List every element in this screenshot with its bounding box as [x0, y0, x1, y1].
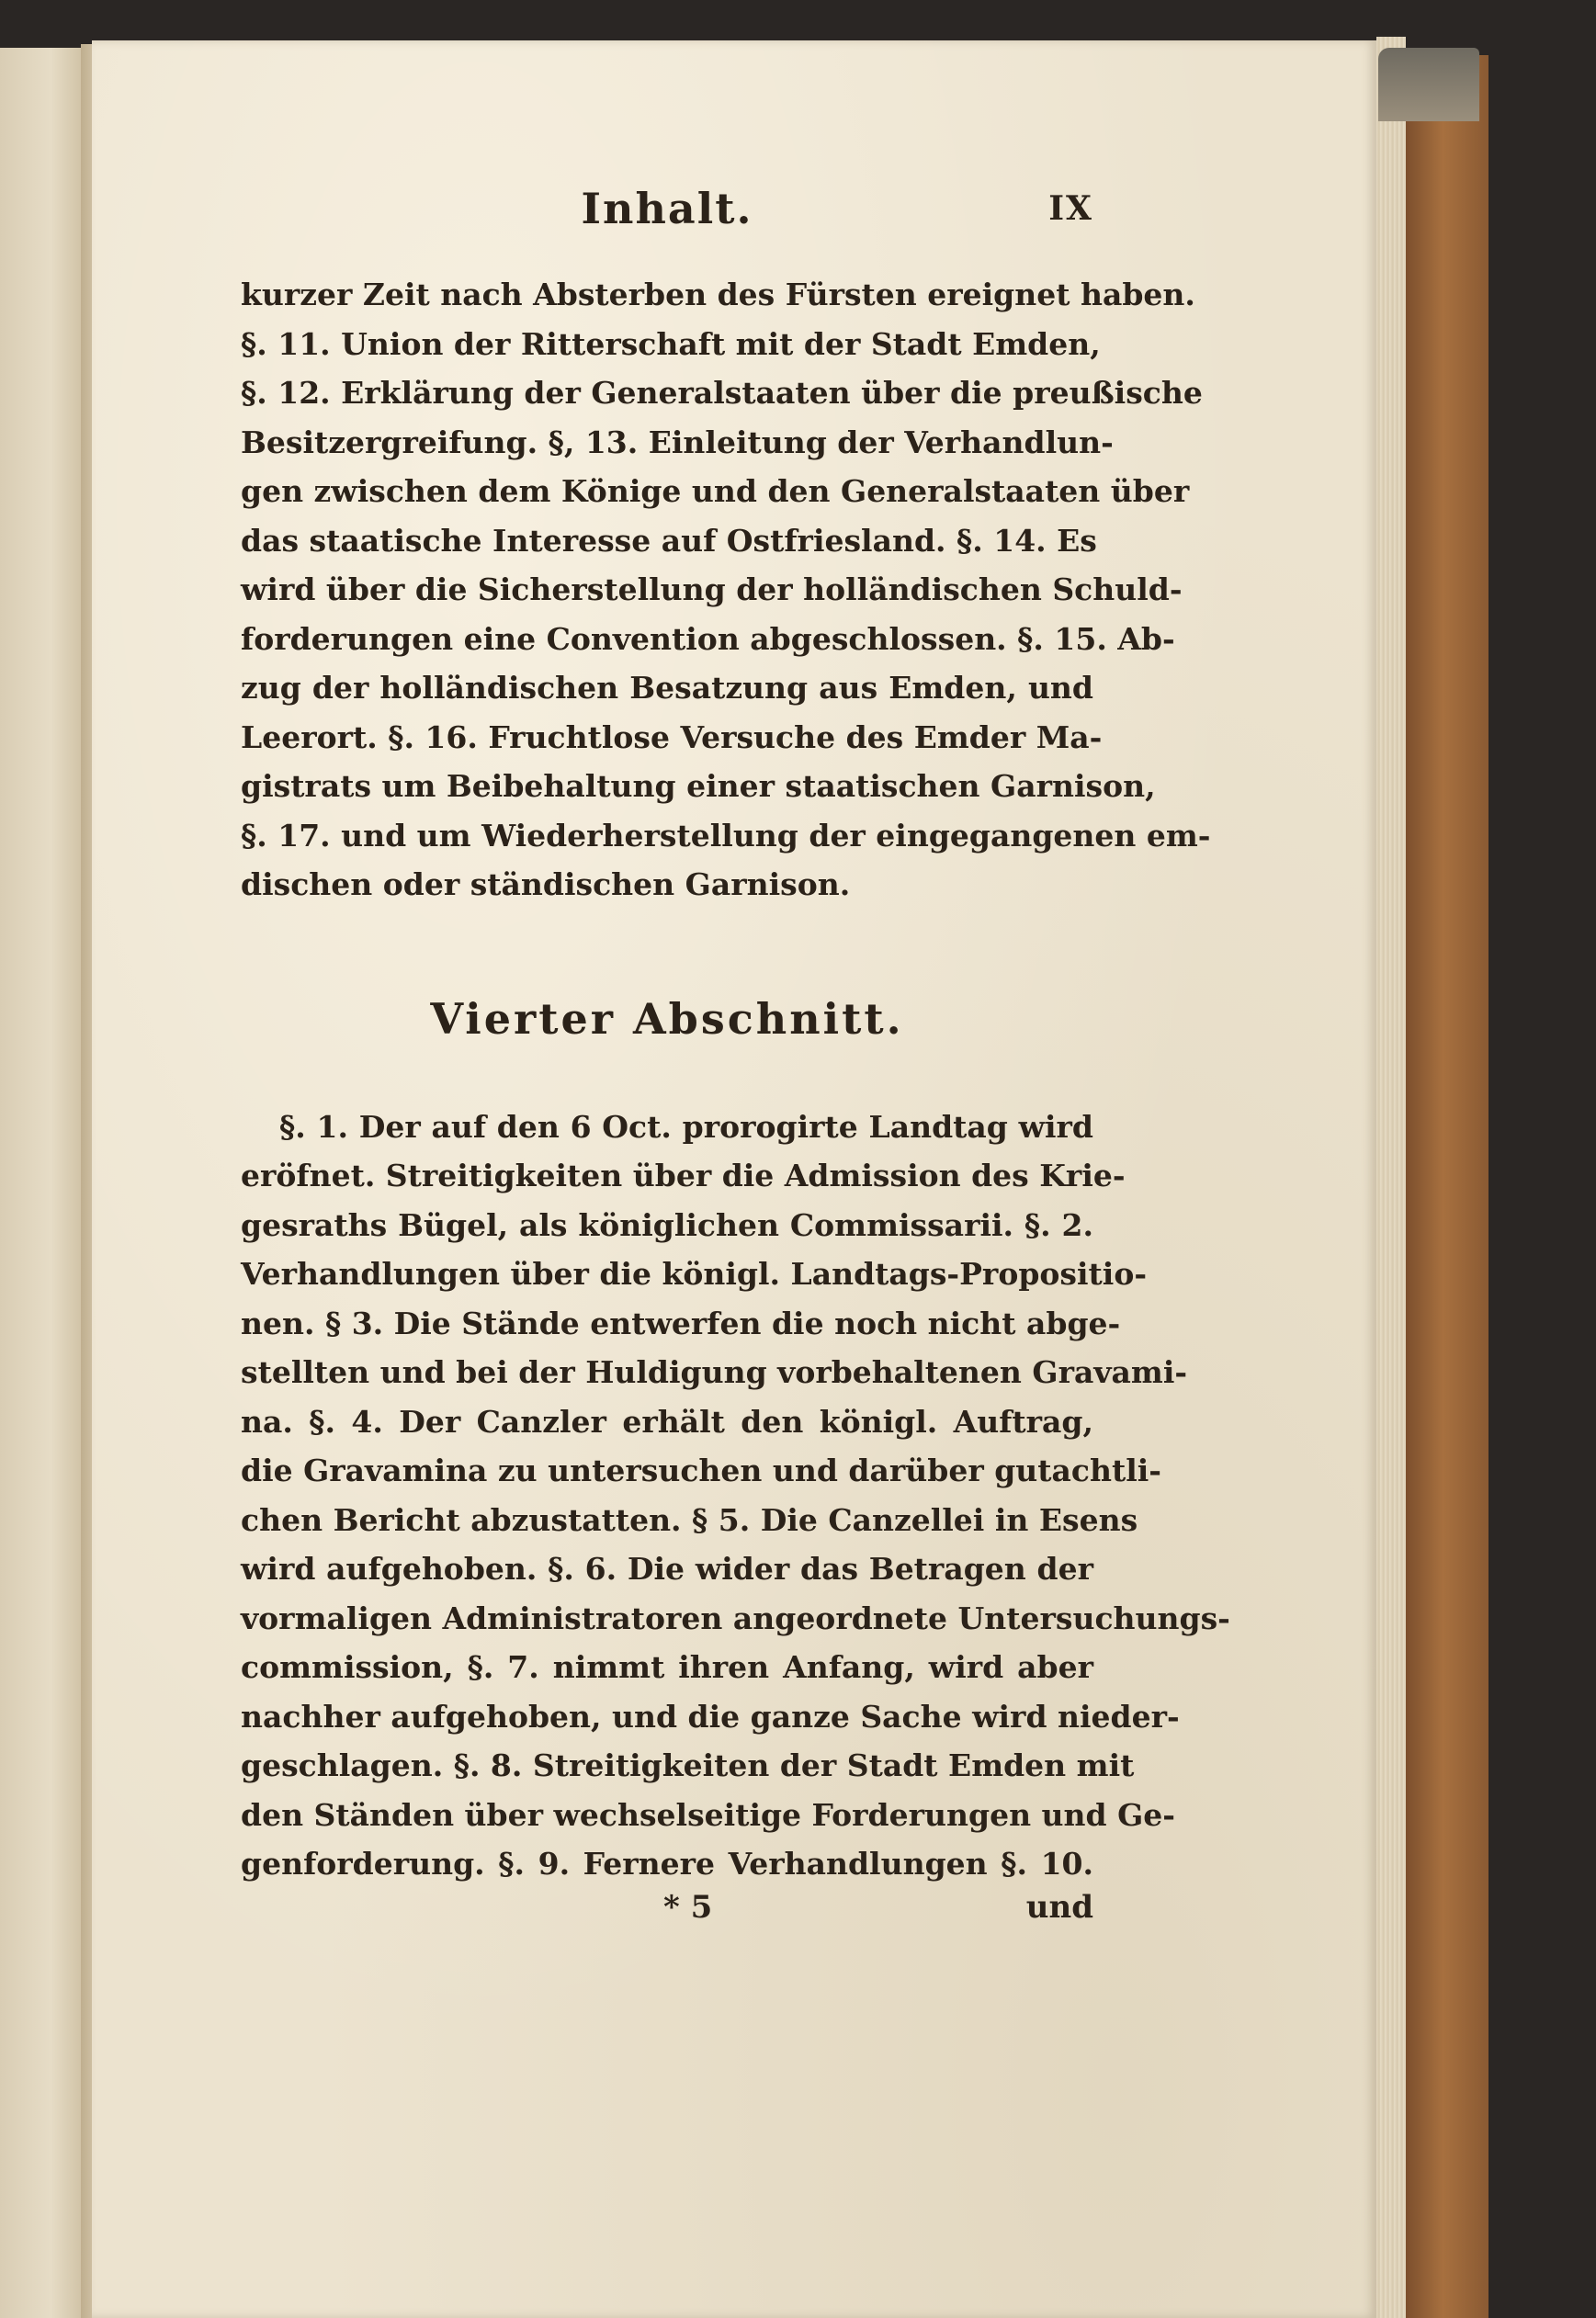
- page-edges: [1376, 37, 1406, 2318]
- text-line: wird über die Sicherstellung der holländischen Schuld-: [241, 571, 1183, 607]
- text-line: §. 11. Union der Ritterschaft mit der Stadt Emden,: [241, 325, 1101, 362]
- text-line: forderungen eine Convention abgeschlossen. §. 15. Ab-: [241, 620, 1175, 657]
- text-line: vormaligen Administratoren angeordnete Untersuchungs-: [241, 1600, 1230, 1636]
- text-line: gesraths Bügel, als königlichen Commissarii. §. 2.: [241, 1206, 1093, 1243]
- text-line: die Gravamina zu untersuchen und darüber gutachtli-: [241, 1453, 1162, 1488]
- text-line: den Ständen über wechselseitige Forderungen und Ge-: [241, 1796, 1175, 1833]
- text-line: §. 1. Der auf den 6 Oct. prorogirte Landtag wird: [279, 1108, 1093, 1145]
- toc-text-top: [241, 270, 1211, 910]
- signature-mark: * 5: [663, 1888, 713, 1926]
- text-line: nen. § 3. Die Stände entwerfen die noch nicht abge-: [241, 1305, 1121, 1341]
- text-line: stellten und bei der Huldigung vorbehaltenen Gravami-: [241, 1354, 1188, 1390]
- text-line: genforderung. §. 9. Fernere Verhandlungen §. 10.: [241, 1846, 1093, 1882]
- text-line: zug der holländischen Besatzung aus Emden, und: [241, 670, 1093, 706]
- text-line: eröfnet. Streitigkeiten über die Admission des Krie-: [241, 1158, 1126, 1193]
- section-title: Vierter Abschnitt.: [430, 993, 904, 1044]
- page-header: [241, 184, 1093, 252]
- page-footer: [241, 1889, 1093, 1944]
- text-line: dischen oder ständischen Garnison.: [241, 866, 851, 902]
- toc-text-bottom: [241, 1102, 1230, 1889]
- text-line: kurzer Zeit nach Absterben des Fürsten ereignet haben.: [241, 277, 1195, 312]
- text-line: geschlagen. §. 8. Streitigkeiten der Stadt Emden mit: [241, 1747, 1135, 1783]
- text-line: nachher aufgehoben, und die ganze Sache wird nieder-: [241, 1698, 1180, 1735]
- text-line: na. §. 4. Der Canzler erhält den königl. Auftrag,: [241, 1403, 1093, 1440]
- text-line: §. 12. Erklärung der Generalstaaten über die preußische: [241, 375, 1203, 411]
- text-line: gen zwischen dem Könige und den Generalstaaten über: [241, 473, 1190, 509]
- text-block: [241, 184, 1230, 1944]
- text-line: Besitzergreifung. §, 13. Einleitung der Verhandlun-: [241, 424, 1114, 460]
- text-line: Leerort. §. 16. Fruchtlose Versuche des Emder Ma-: [241, 718, 1103, 755]
- text-line: das staatische Interesse auf Ostfriesland. §. 14. Es: [241, 522, 1097, 559]
- left-page-edge: [0, 48, 86, 2318]
- text-line: chen Bericht abzustatten. § 5. Die Canzellei in Esens: [241, 1501, 1138, 1538]
- text-line: wird aufgehoben. §. 6. Die wider das Betragen der: [241, 1551, 1093, 1587]
- book-cover-corner: [1378, 48, 1479, 121]
- book-cover-edge: [1406, 55, 1488, 2318]
- running-head: Inhalt.: [581, 184, 753, 233]
- text-line: §. 17. und um Wiederherstellung der eingegangenen em-: [241, 817, 1211, 854]
- text-line: gistrats um Beibehaltung einer staatischen Garnison,: [241, 768, 1156, 804]
- text-line: commission, §. 7. nimmt ihren Anfang, wird aber: [241, 1649, 1093, 1685]
- catchword: und: [1025, 1888, 1093, 1926]
- folio-number: IX: [1048, 189, 1093, 228]
- text-line: Verhandlungen über die königl. Landtags-Propositio-: [241, 1256, 1148, 1292]
